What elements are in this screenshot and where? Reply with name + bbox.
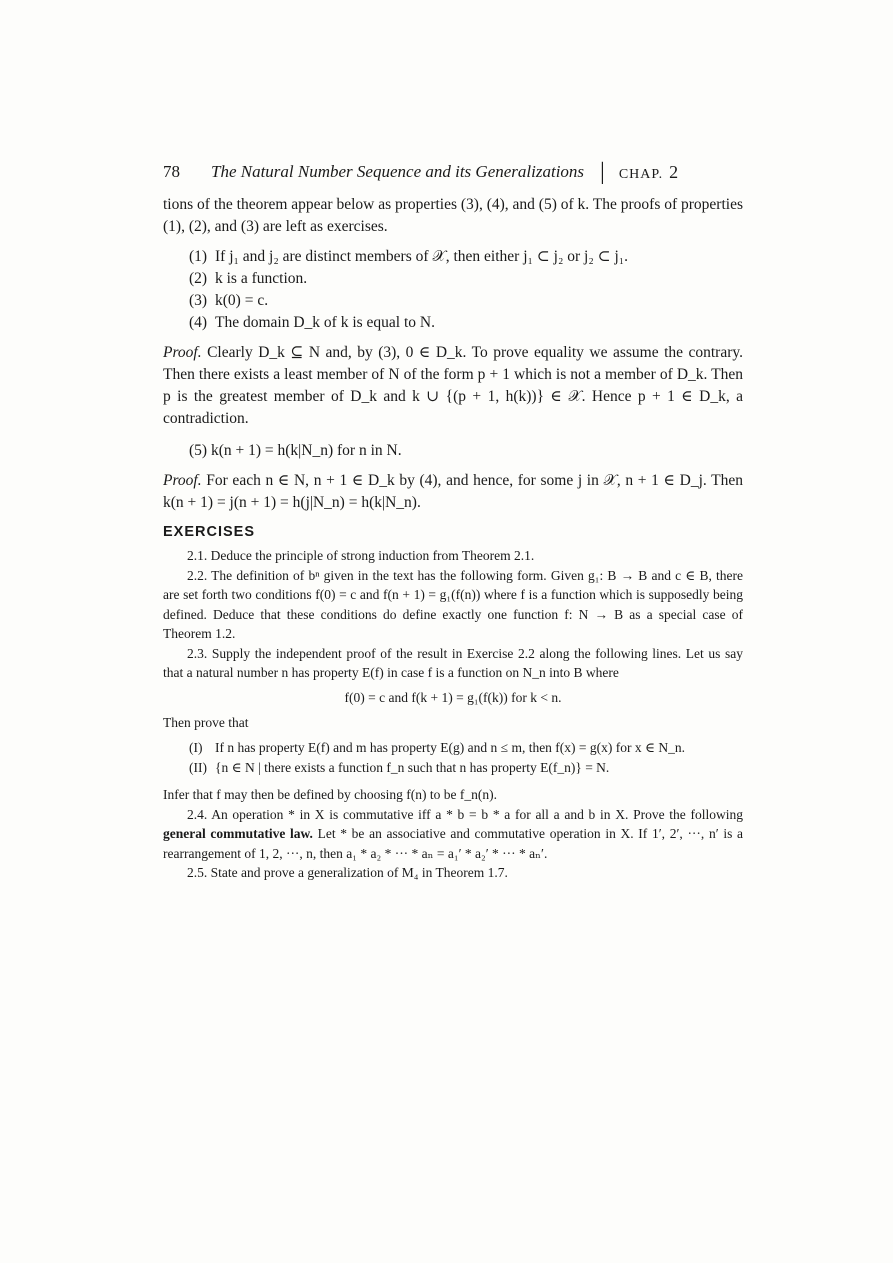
page-number: 78 (163, 162, 180, 181)
exercises-heading: EXERCISES (163, 524, 255, 540)
list-item: (II) {n ∈ N | there exists a function f_n such that n has property E(f_n)} = N. (189, 759, 610, 775)
property-item: (1) If j₁ and j₂ are distinct members of 𝒳, then either j₁ ⊂ j₂ or j₂ ⊂ j₁. (189, 248, 629, 265)
chapter-number: 2 (669, 161, 680, 182)
property-5: (5) k(n + 1) = h(k|N_n) for n in N. (189, 442, 402, 459)
exercise-2-3-then: Then prove that (163, 714, 249, 730)
exercise-2-3-infer: Infer that f may then be defined by choosing f(n) to be f_n(n). (163, 787, 498, 802)
exercise-2-4: 2.4. An operation * in X is commutative iff a * b = b * a for all a and b in X. Prove the following general commutative law. Let * be an associative and commutative operation in X. If 1′, 2′, ···, n′ is a rearrangement of 1, 2, ···, n, then a₁ * a₂ * ··· * aₙ = a₁′ * a₂′ * ··· * aₙ′. (163, 806, 743, 861)
exercise-2-5: 2.5. State and prove a generalization of M₄ in Theorem 1.7. (187, 865, 508, 880)
exercise-2-3-formula: f(0) = c and f(k + 1) = g₁(f(k)) for k < n. (344, 689, 562, 705)
exercise-2-3: 2.3. Supply the independent proof of the result in Exercise 2.2 along the following lines. Let us say that a natural number n has property E(f) in case f is a function on N_n into B where (163, 645, 743, 680)
book-page (163, 158, 743, 883)
header-separator: | (600, 159, 605, 185)
running-title: The Natural Number Sequence and its Generalizations (211, 162, 585, 181)
exercise-2-3-items (189, 738, 743, 777)
property-item: (4) The domain D_k of k is equal to N. (189, 314, 435, 331)
general-commutative-law-term: general commutative law. (163, 826, 313, 841)
exercise-2-1: 2.1. Deduce the principle of strong induction from Theorem 2.1. (187, 548, 535, 563)
property-item: (3) k(0) = c. (189, 292, 269, 309)
property-item: (2) k is a function. (189, 270, 308, 287)
proof-paragraph-2: Proof. For each n ∈ N, n + 1 ∈ D_k by (4), and hence, for some j in 𝒳, n + 1 ∈ D_j. Then k(n + 1) = j(n + 1) = h(j|N_n) = h(k|N_n). (163, 472, 743, 511)
chapter-label: CHAP. 2 (618, 161, 680, 182)
proof-paragraph-1: Proof. Clearly D_k ⊆ N and, by (3), 0 ∈ D_k. To prove equality we assume the contrary. Then there exists a least member of N of the form p + 1 which is not a member of D_k. Then p is the greatest member of D_k and k ∪ {(p + 1, h(k))} ∈ 𝒳. Hence p + 1 ∈ D_k, a contradiction. (163, 344, 743, 427)
exercise-2-2: 2.2. The definition of bⁿ given in the text has the following form. Given g₁: B → B and c ∈ B, there are set forth two conditions f(0) = c and f(n + 1) = g₁(f(n)) where f is a function which is supposedly being defined. Deduce that these conditions do define exactly one function f: N → B as a special case of Theorem 1.2. (163, 567, 743, 641)
exercises-section (163, 546, 743, 883)
property-list (189, 246, 743, 334)
intro-paragraph: tions of the theorem appear below as properties (3), (4), and (5) of k. The proofs of properties (1), (2), and (3) are left as exercises. (163, 196, 743, 235)
running-header (163, 158, 743, 186)
list-item: (I) If n has property E(f) and m has property E(g) and n ≤ m, then f(x) = g(x) for x ∈ N_n. (189, 740, 686, 755)
